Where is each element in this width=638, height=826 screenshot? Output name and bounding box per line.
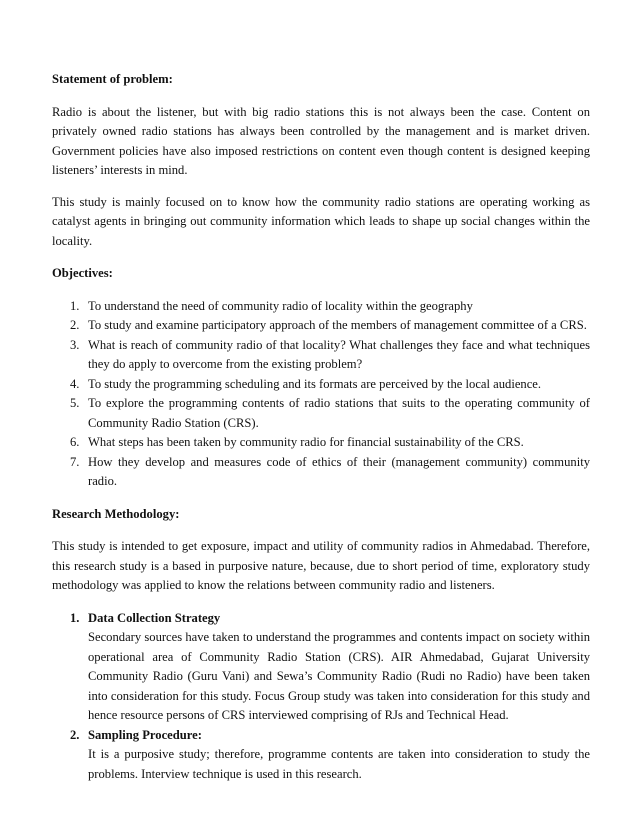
objectives-list [52, 297, 590, 492]
methodology-item-body: It is a purposive study; therefore, programme contents are taken into consideration to study the problems. Interview technique is used in this research. [88, 747, 590, 781]
document-page [52, 70, 590, 784]
objective-text: To study and examine participatory approach of the members of management committee of a CRS. [88, 318, 587, 332]
objective-item [52, 453, 590, 492]
objective-number: 2. [70, 318, 80, 332]
methodology-item-number: 1. [70, 610, 80, 625]
methodology-item-title: Data Collection Strategy [88, 610, 221, 625]
objective-number: 7. [70, 454, 80, 469]
objective-number: 3. [70, 337, 80, 352]
methodology-paragraph: This study is intended to get exposure, impact and utility of community radios in Ahmedabad. Therefore, this research study is a based in purposive nature, because, due to short period of time, exploratory study methodology was applied to know the relations between community radio and listeners. [52, 539, 590, 592]
objectives-heading: Objectives: [52, 266, 113, 280]
objective-item [52, 316, 590, 336]
objective-item [52, 433, 590, 453]
objective-text: To explore the programming contents of radio stations that suits to the operating community of Community Radio Station (CRS). [88, 396, 590, 430]
methodology-item-title: Sampling Procedure: [88, 727, 202, 742]
objective-text: How they develop and measures code of ethics of their (management community) community radio. [88, 454, 590, 488]
objective-item [52, 375, 590, 395]
objective-text: What is reach of community radio of that locality? What challenges they face and what techniques they do apply to overcome from the existing problem? [88, 337, 590, 371]
objective-item [52, 336, 590, 375]
objective-number: 1. [70, 298, 80, 313]
statement-heading: Statement of problem: [52, 72, 173, 86]
objective-number: 5. [70, 396, 80, 410]
methodology-heading: Research Methodology: [52, 506, 180, 521]
objective-item [52, 394, 590, 433]
objective-text: To understand the need of community radio of locality within the geography [88, 298, 473, 313]
objective-text: What steps has been taken by community radio for financial sustainability of the CRS. [88, 435, 524, 449]
objective-text: To study the programming scheduling and its formats are perceived by the local audience. [88, 376, 542, 391]
methodology-item-number: 2. [70, 727, 80, 742]
methodology-item [52, 609, 590, 726]
objective-item [52, 297, 590, 317]
methodology-item-body: Secondary sources have taken to understand the programmes and contents impact on society within operational area of Community Radio Station (CRS). AIR Ahmedabad, Gujarat University Community Radio (Guru Vani) and Sewa’s Community Radio (Rudi no Radio) have been taken into consideration for this study. Focus Group study was taken into consideration for this study and hence resource persons of CRS interviewed comprising of RJs and Technical Head. [88, 630, 590, 722]
statement-paragraph-1: Radio is about the listener, but with big radio stations this is not always been the case. Content on privately owned radio stations has always been controlled by the management and is market driven. Government policies have also imposed restrictions on content even though content is designed keeping listeners’ interests in mind. [52, 104, 590, 177]
objective-number: 4. [70, 376, 80, 391]
methodology-list [52, 609, 590, 785]
statement-paragraph-2: This study is mainly focused on to know how the community radio stations are operating working as catalyst agents in bringing out community information which leads to shape up social changes within the locality. [52, 194, 590, 248]
objective-number: 6. [70, 435, 80, 449]
methodology-item [52, 726, 590, 785]
